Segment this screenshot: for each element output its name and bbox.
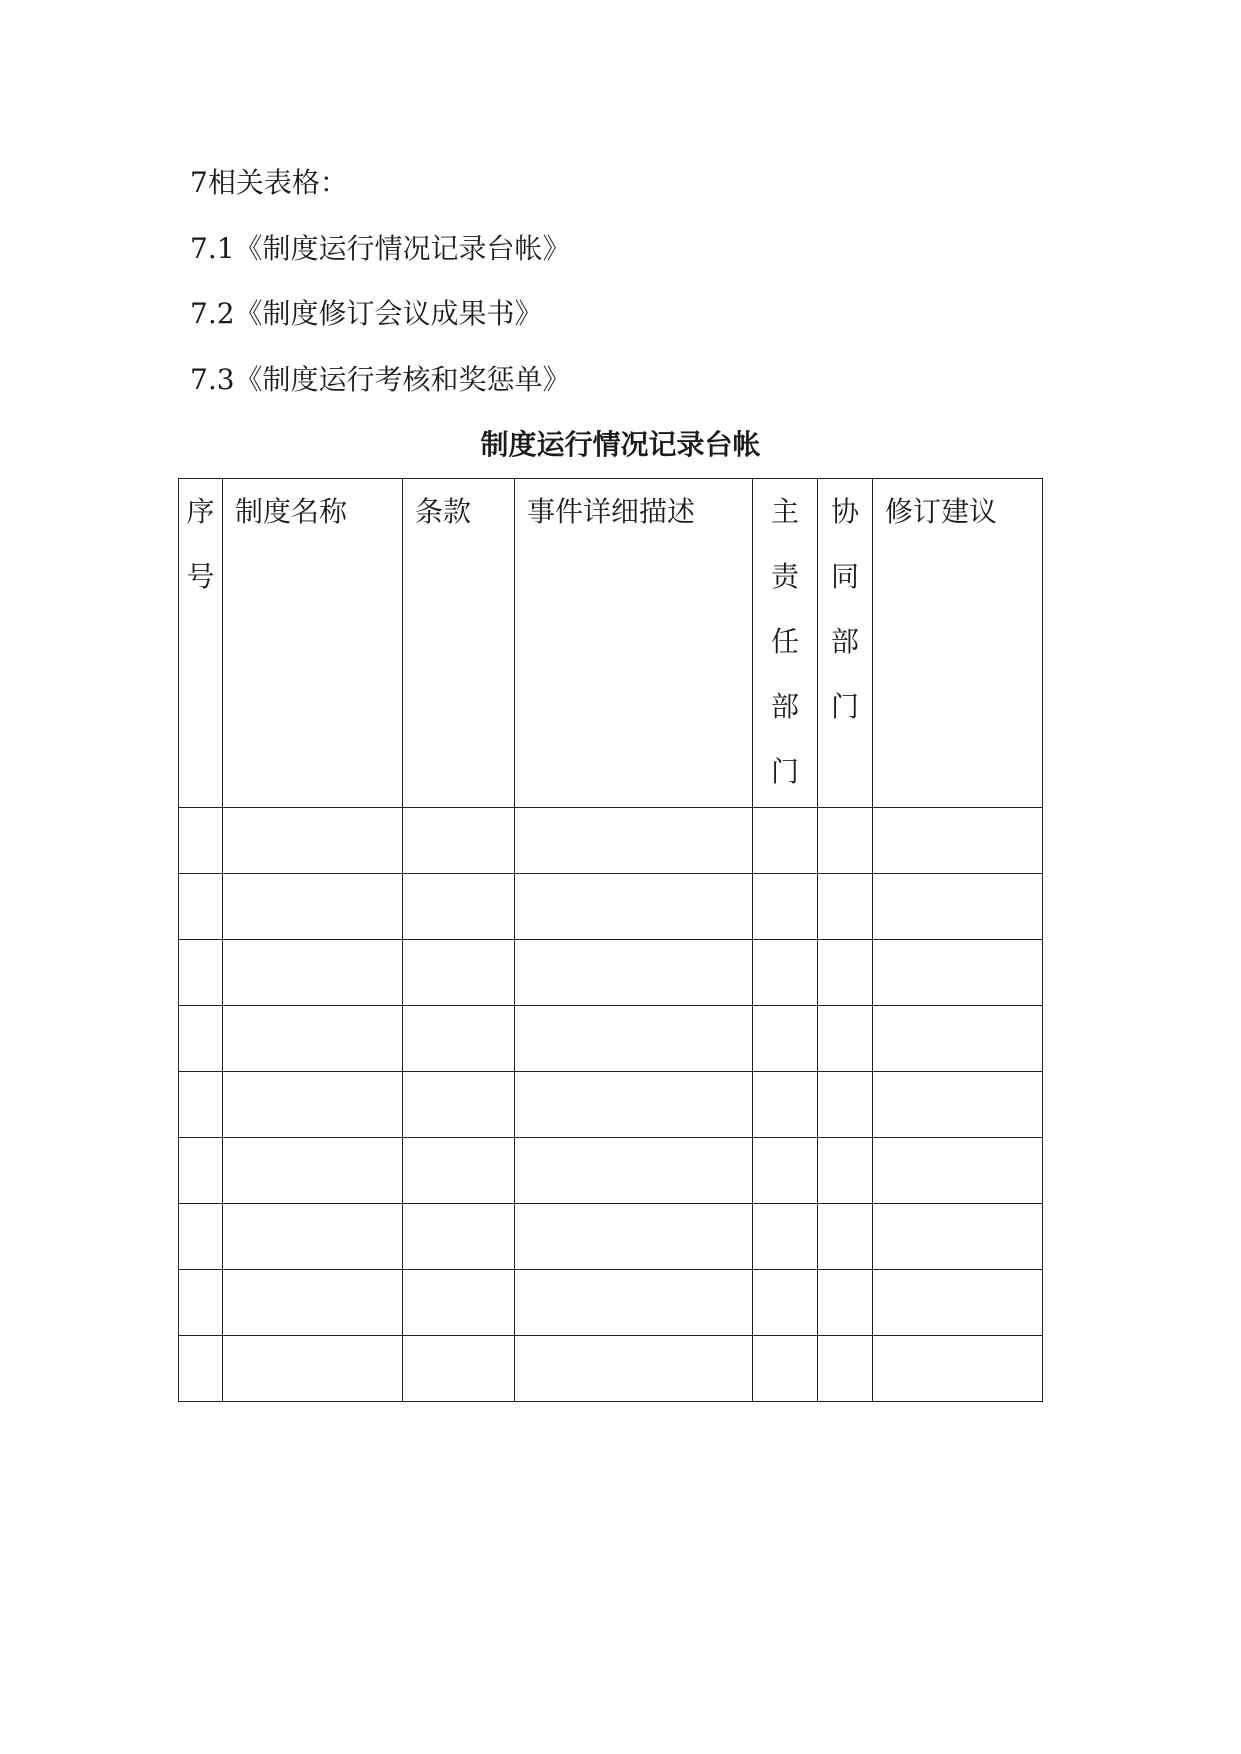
header-cell-seq xyxy=(179,479,223,808)
table-cell xyxy=(818,874,873,940)
table-cell xyxy=(179,1138,223,1204)
header-co-dept-label: 协同部门 xyxy=(831,495,860,723)
table-cell xyxy=(753,940,818,1006)
table-cell xyxy=(818,1072,873,1138)
table-cell xyxy=(223,808,403,874)
table-cell xyxy=(873,1072,1043,1138)
table-cell xyxy=(179,1006,223,1072)
form-list-item-1: 7.1《制度运行情况记录台帐》 xyxy=(190,232,571,265)
table-row xyxy=(179,1138,1043,1204)
header-detail-label: 事件详细描述 xyxy=(527,495,696,528)
table-cell xyxy=(223,1270,403,1336)
table-cell xyxy=(873,940,1043,1006)
table-cell xyxy=(753,1270,818,1336)
table-row xyxy=(179,940,1043,1006)
table-header-row xyxy=(179,479,1043,808)
table-cell xyxy=(179,940,223,1006)
table-cell xyxy=(403,1204,515,1270)
table-cell xyxy=(818,1336,873,1402)
header-clause-label: 条款 xyxy=(415,495,472,528)
header-seq-label: 序号 xyxy=(186,495,215,593)
table-row xyxy=(179,1072,1043,1138)
header-cell-suggestion xyxy=(873,479,1043,808)
table-cell xyxy=(403,874,515,940)
table-cell xyxy=(403,940,515,1006)
form-list-item-3: 7.3《制度运行考核和奖惩单》 xyxy=(190,363,571,396)
table-cell xyxy=(223,1006,403,1072)
header-suggestion-label: 修订建议 xyxy=(885,495,998,528)
table-cell xyxy=(179,808,223,874)
section-heading: 7相关表格： xyxy=(190,166,348,199)
table-cell xyxy=(403,808,515,874)
table-cell xyxy=(818,1006,873,1072)
table-cell xyxy=(753,1204,818,1270)
table-row xyxy=(179,874,1043,940)
form-list-item-2: 7.2《制度修订会议成果书》 xyxy=(190,297,543,330)
table-row xyxy=(179,1006,1043,1072)
table-cell xyxy=(403,1006,515,1072)
table-cell xyxy=(223,1072,403,1138)
header-main-dept-label: 主责任部门 xyxy=(771,495,800,788)
table-cell xyxy=(873,1270,1043,1336)
header-cell-name xyxy=(223,479,403,808)
table-cell xyxy=(515,940,753,1006)
table-cell xyxy=(515,808,753,874)
table-cell xyxy=(515,1138,753,1204)
table-cell xyxy=(179,1204,223,1270)
table-row xyxy=(179,1270,1043,1336)
table-cell xyxy=(818,1138,873,1204)
table-cell xyxy=(403,1270,515,1336)
table-cell xyxy=(873,808,1043,874)
table-cell xyxy=(818,1204,873,1270)
table-cell xyxy=(818,808,873,874)
table-cell xyxy=(403,1072,515,1138)
table-cell xyxy=(223,940,403,1006)
table-cell xyxy=(515,1204,753,1270)
table-cell xyxy=(753,1072,818,1138)
table-cell xyxy=(753,808,818,874)
table-cell xyxy=(873,874,1043,940)
table-cell xyxy=(223,874,403,940)
table-cell xyxy=(753,1006,818,1072)
table-cell xyxy=(818,940,873,1006)
table-cell xyxy=(515,1336,753,1402)
table-cell xyxy=(515,874,753,940)
table-cell xyxy=(179,1072,223,1138)
table-row xyxy=(179,1204,1043,1270)
table-cell xyxy=(515,1072,753,1138)
table-cell xyxy=(403,1336,515,1402)
table-cell xyxy=(223,1204,403,1270)
table-cell xyxy=(515,1270,753,1336)
table-title: 制度运行情况记录台帐 xyxy=(480,428,761,461)
table-cell xyxy=(753,1336,818,1402)
header-cell-main-dept xyxy=(753,479,818,808)
table-cell xyxy=(223,1336,403,1402)
table-cell xyxy=(873,1138,1043,1204)
table-row xyxy=(179,1336,1043,1402)
table-cell xyxy=(515,1006,753,1072)
table-cell xyxy=(179,874,223,940)
table-body xyxy=(179,808,1043,1402)
table-cell xyxy=(873,1336,1043,1402)
table-row xyxy=(179,808,1043,874)
header-name-label: 制度名称 xyxy=(235,495,348,528)
table-cell xyxy=(179,1270,223,1336)
header-cell-clause xyxy=(403,479,515,808)
table-cell xyxy=(403,1138,515,1204)
table-cell xyxy=(753,874,818,940)
table-cell xyxy=(873,1204,1043,1270)
table-cell xyxy=(818,1270,873,1336)
table-cell xyxy=(873,1006,1043,1072)
header-cell-detail xyxy=(515,479,753,808)
table-cell xyxy=(179,1336,223,1402)
header-cell-co-dept xyxy=(818,479,873,808)
table-cell xyxy=(753,1138,818,1204)
table-cell xyxy=(223,1138,403,1204)
ledger-table xyxy=(178,478,1043,1402)
